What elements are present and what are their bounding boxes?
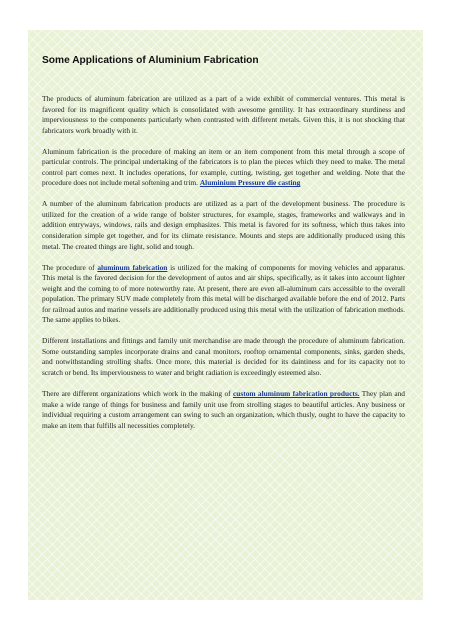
paragraph-1	[42, 94, 405, 136]
paragraph-3	[42, 199, 405, 252]
paragraph-6-text-before: There are different organizations which work in the making of	[42, 389, 233, 399]
paragraph-1-text: The products of aluminum fabrication are utilized as a part of a wide exhibit of commercial ventures. This metal is favored for its magnificent quality which is consolidated with awesome gentility. It has extraordinary sturdiness and imperviousness to the components particularly when contrasted with different metals. Given this, it is not shocking that fabricators work broadly with it.	[42, 94, 405, 135]
paragraph-2	[42, 147, 405, 189]
paragraph-4-text-after: is utilized for the making of components for moving vehicles and apparatus. This metal is the favored decision for the development of autos and air ships, specifically, as it takes into account lighter weight and the coming to of more noteworthy rate. At present, there are even all-aluminum cars accessible to the overall population. The primary SUV made completely from this metal will be discharged available before the end of 2012. Parts for railroad autos and marine vessels are additionally produced using this metal with the utilization of fabrication methods. The same applies to bikes.	[42, 262, 405, 325]
paragraph-4-text-before: The procedure of	[42, 262, 98, 272]
paragraph-6-text-after: They plan and make a wide range of things for business and family unit use from strolling stages to beautiful articles. Any business or individual requiring a custom arrangement can swing to such an organization, which thusly, ought to have the capacity to make an item that fulfills all necessities completely.	[42, 389, 406, 430]
paragraph-2-text: Aluminum fabrication is the procedure of making an item or an item component from this metal through a scope of particular controls. The principal undertaking of the fabricators is to plan the pieces which they need to make. The metal control part comes next. It includes operations, for example, cutting, twisting, get together and welding. Note that the procedure does not include metal softening and trim.	[42, 146, 405, 188]
die-casting-link[interactable]: Aluminium Pressure die casting	[199, 178, 301, 188]
paragraph-5	[42, 336, 405, 378]
paragraph-3-text: A number of the aluminum fabrication products are utilized as a part of the development business. The procedure is utilized for the creation of a wide range of bolster structures, for example, stages, frameworks and walkways and in addition entryways, windows, rails and design emphasizes. This metal is favored for its softness, which thus takes into consideration simple get together, and for its climate resistance. Mounts and steps are additionally produced using this metal. The created things are light, solid and tough.	[42, 199, 405, 251]
paragraph-5-text: Different installations and fittings and family unit merchandise are made through the procedure of aluminum fabrication. Some outstanding samples incorporate drains and canal monitors, rooftop ornamental components, sinks, garden sheds, and notwithstanding strolling shafts. Once more, this material is decided for its daintiness and for its capacity not to scratch or bend. Its imperviousness to water and bright radiation is exceedingly esteemed also.	[42, 336, 405, 378]
paragraph-6	[42, 389, 405, 431]
custom-fabrication-link[interactable]: custom aluminum fabrication products.	[232, 389, 360, 399]
document-page	[28, 30, 423, 600]
document-title: Some Applications of Aluminium Fabrication	[42, 55, 259, 66]
aluminum-fabrication-link[interactable]: aluminum fabrication	[97, 262, 168, 272]
paragraph-4	[42, 263, 405, 326]
